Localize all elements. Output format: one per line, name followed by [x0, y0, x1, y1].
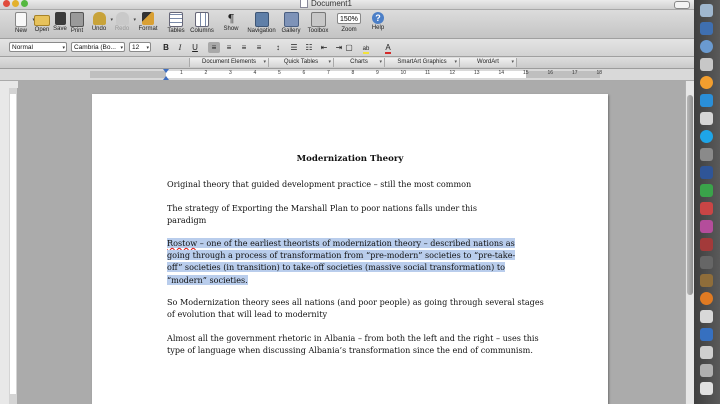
new-button[interactable]: [12, 12, 30, 34]
tables-label: Tables: [167, 28, 185, 34]
dock-app-icon[interactable]: [700, 148, 713, 161]
font-size-value: 12: [132, 44, 140, 51]
dock-app-icon[interactable]: [700, 76, 713, 89]
justify-button[interactable]: [253, 42, 265, 53]
ruler-number: 3: [229, 70, 232, 76]
bullets-button[interactable]: [288, 42, 300, 53]
left-indent-marker[interactable]: [163, 76, 169, 80]
redo-label: Redo: [114, 26, 130, 32]
print-label: Print: [70, 28, 84, 34]
ruler-number: 18: [596, 70, 603, 76]
columns-icon: [195, 12, 209, 27]
tab-label: Document Elements: [201, 59, 257, 65]
paragraph-3: [167, 237, 530, 286]
chevron-down-icon: ▾: [62, 45, 65, 51]
dock-app-icon[interactable]: [700, 292, 713, 305]
columns-button[interactable]: [189, 12, 215, 34]
font-color-button[interactable]: [382, 42, 394, 53]
ruler-number: 11: [425, 70, 431, 76]
align-right-button[interactable]: [238, 42, 250, 53]
new-document-icon: [15, 12, 27, 27]
chevron-down-icon: ▾: [263, 59, 266, 65]
first-line-indent-marker[interactable]: [163, 69, 169, 73]
chevron-down-icon[interactable]: ▾: [110, 17, 113, 23]
toolbox-label: Toolbox: [307, 28, 329, 34]
tab-label: SmartArt Graphics: [397, 59, 447, 65]
gallery-icon: [284, 12, 299, 27]
line-spacing-icon: ↕: [276, 43, 280, 52]
border-icon: ▢: [345, 43, 353, 52]
dock-app-icon[interactable]: [700, 346, 713, 359]
font-value: Cambria (Bo...: [74, 44, 116, 51]
ruler-number: 16: [547, 70, 554, 76]
chevron-down-icon: ▾: [328, 59, 331, 65]
bold-button[interactable]: B: [163, 43, 169, 52]
indent-icon: ⇥: [335, 43, 343, 52]
vertical-scrollbar[interactable]: [685, 81, 694, 404]
style-select[interactable]: [9, 42, 67, 52]
vertical-ruler[interactable]: [9, 88, 18, 404]
window-title-text: Document1: [311, 0, 352, 8]
document-page[interactable]: [92, 94, 608, 404]
zoom-label: Zoom: [341, 27, 357, 33]
undo-arrow-icon: [93, 12, 106, 25]
paragraph-1: Original theory that guided development practice – still the most common: [167, 179, 472, 189]
columns-label: Columns: [190, 28, 214, 34]
scrollbar-thumb[interactable]: [687, 95, 693, 295]
line-spacing-button[interactable]: [272, 42, 284, 53]
font-select[interactable]: [71, 42, 125, 52]
close-window-button[interactable]: [3, 0, 10, 7]
numbered-list-icon: ☷: [305, 43, 313, 52]
ruler-number: 10: [400, 70, 407, 76]
save-button[interactable]: [52, 12, 68, 32]
document-title: Modernization Theory: [296, 154, 404, 164]
show-button[interactable]: [222, 12, 240, 32]
align-center-icon: ≡: [226, 43, 232, 52]
dock-app-icon[interactable]: [700, 112, 713, 125]
table-icon: [169, 12, 183, 27]
ruler-number: 15: [523, 70, 529, 76]
chevron-down-icon: ▾: [146, 45, 149, 51]
tab-charts[interactable]: [333, 58, 385, 67]
ruler-number: 7: [327, 70, 330, 76]
pilcrow-icon: ¶: [227, 12, 235, 25]
italic-button[interactable]: I: [178, 43, 182, 52]
dock-app-icon[interactable]: [700, 22, 713, 35]
ruler-number: 17: [572, 70, 578, 76]
ruler-number: 9: [376, 70, 379, 76]
document-icon: [300, 0, 308, 8]
chevron-down-icon: ▾: [120, 45, 123, 51]
zoom-value: 150%: [340, 16, 358, 23]
paragraph-2: The strategy of Exporting the Marshall Plan to poor nations falls under this paradigm: [167, 203, 478, 226]
tab-document-elements[interactable]: [189, 58, 269, 67]
format-label: Format: [138, 26, 158, 32]
numbering-button[interactable]: [303, 42, 315, 53]
tab-wordart[interactable]: [459, 58, 517, 67]
tab-label: Charts: [350, 59, 368, 65]
print-button[interactable]: [69, 12, 85, 34]
dock-app-icon[interactable]: [700, 166, 713, 179]
help-button[interactable]: [370, 12, 386, 31]
ruler-number: 12: [449, 70, 456, 76]
ruler-number: 13: [474, 70, 480, 76]
title-bar: [0, 0, 694, 10]
selected-text-body: – one of the earliest theorists of modernization theory – described nations as going through a process of transformation from “pre-modern” societies to “pre-take-off” societies (in transition) to take-off societies (massive social transformation) to “modern” societies.: [167, 238, 516, 285]
redo-arrow-icon: [116, 12, 129, 25]
formatting-toolbar: [0, 39, 694, 57]
dock-app-icon[interactable]: [700, 40, 713, 53]
dock-app-icon[interactable]: [700, 256, 713, 269]
standard-toolbar: [0, 10, 694, 39]
borders-button[interactable]: [343, 42, 355, 53]
dock-app-icon[interactable]: [700, 274, 713, 287]
dock-app-icon[interactable]: [700, 382, 713, 395]
navigation-button[interactable]: [245, 12, 278, 34]
ruler-right-margin: [526, 71, 600, 78]
dock-app-icon[interactable]: [700, 310, 713, 323]
ruler-number: 4: [253, 70, 257, 76]
chevron-down-icon: ▾: [454, 59, 457, 65]
paragraph-4: So Modernization theory sees all nations (and poor people) as going through several stages of evolution that will lead to modernity: [167, 297, 544, 320]
tab-quick-tables[interactable]: [268, 58, 334, 67]
ruler-number: 8: [351, 70, 355, 76]
help-label: Help: [371, 25, 385, 31]
floppy-disk-icon: [55, 12, 66, 25]
ruler-number: 1: [180, 70, 183, 76]
new-label: New: [14, 28, 27, 34]
dock-app-icon[interactable]: [700, 4, 713, 17]
toolbox-button[interactable]: [305, 12, 331, 34]
dock-app-icon[interactable]: [700, 202, 713, 215]
tab-smartart-graphics[interactable]: [384, 58, 460, 67]
align-center-button[interactable]: [223, 42, 235, 53]
navigation-pane-icon: [255, 12, 269, 27]
tables-button[interactable]: [166, 12, 186, 34]
elements-ribbon: [0, 57, 694, 69]
chevron-down-icon: ▾: [511, 59, 514, 65]
window-title: [300, 0, 352, 8]
outdent-icon: ⇤: [320, 43, 328, 52]
tab-label: WordArt: [477, 59, 499, 65]
show-label: Show: [223, 26, 239, 32]
open-label: Open: [34, 27, 50, 33]
chevron-down-icon[interactable]: ▾: [133, 17, 136, 23]
bullet-list-icon: ☰: [290, 43, 298, 52]
selected-text: [167, 238, 515, 285]
vertical-ruler-text-area: [10, 94, 16, 394]
save-label: Save: [53, 26, 67, 32]
dock-app-icon[interactable]: [700, 184, 713, 197]
toolbox-icon: [311, 12, 326, 27]
dock-app-icon[interactable]: [700, 328, 713, 341]
ruler-number: 6: [302, 70, 306, 76]
style-value: Normal: [12, 44, 33, 51]
tab-label: Quick Tables: [283, 59, 319, 65]
ruler-number: 5: [278, 70, 281, 76]
ruler-left-margin: [90, 71, 166, 78]
font-color-icon: A: [385, 43, 391, 52]
open-button[interactable]: [33, 12, 51, 33]
undo-label: Undo: [91, 26, 107, 32]
navigation-label: Navigation: [247, 28, 276, 34]
decrease-indent-button[interactable]: [318, 42, 330, 53]
dock-app-icon[interactable]: [700, 238, 713, 251]
folder-icon: [34, 15, 50, 26]
highlight-button[interactable]: [360, 42, 372, 53]
align-left-button[interactable]: [208, 42, 220, 53]
redo-button[interactable]: [113, 12, 136, 32]
dock: [694, 0, 720, 404]
horizontal-ruler[interactable]: [0, 69, 694, 81]
dock-app-icon[interactable]: [700, 130, 713, 143]
align-left-icon: ≡: [211, 43, 217, 52]
chevron-down-icon: ▾: [379, 59, 382, 65]
format-button[interactable]: [137, 12, 159, 32]
justify-icon: ≡: [256, 43, 262, 52]
ruler-number: 2: [204, 70, 208, 76]
zoom-select[interactable]: [337, 13, 361, 24]
help-icon: ?: [372, 12, 384, 24]
minimize-window-button[interactable]: [12, 0, 19, 7]
dock-app-icon[interactable]: [700, 58, 713, 71]
ruler-number: 14: [498, 70, 505, 76]
dock-app-icon[interactable]: [700, 364, 713, 377]
misspelled-word: Rostow: [167, 238, 198, 248]
highlighter-icon: ab: [362, 46, 370, 52]
gallery-button[interactable]: [280, 12, 302, 34]
zoom-label-wrap: [337, 27, 361, 33]
dock-app-icon[interactable]: [700, 220, 713, 233]
underline-button[interactable]: U: [192, 43, 198, 52]
printer-icon: [70, 12, 84, 27]
dock-app-icon[interactable]: [700, 94, 713, 107]
font-size-select[interactable]: [129, 42, 151, 52]
zoom-window-button[interactable]: [21, 0, 28, 7]
gallery-label: Gallery: [281, 28, 301, 34]
align-right-icon: ≡: [241, 43, 247, 52]
ruler-text-area: [166, 71, 526, 78]
paragraph-5: Almost all the government rhetoric in Albania – from both the left and the right – uses this type of language when discussing Albania’s transformation since the end of communism.: [167, 333, 539, 356]
paintbrush-icon: [142, 12, 154, 25]
toolbar-toggle-button[interactable]: [674, 1, 690, 9]
undo-button[interactable]: [90, 12, 113, 32]
